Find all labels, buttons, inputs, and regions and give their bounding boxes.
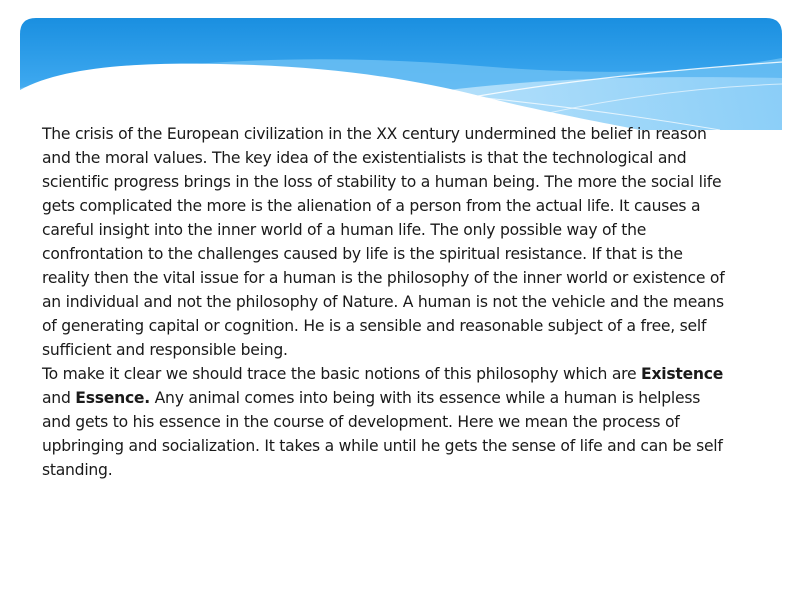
body-text — [42, 122, 732, 482]
term-essence: Essence. — [75, 389, 150, 407]
paragraph-notions-start: To make it clear we should trace the basic notions of this philosophy which are — [42, 365, 642, 383]
paragraph-notions — [42, 362, 732, 482]
conjunction-and: and — [42, 389, 76, 407]
wave-decoration — [20, 18, 782, 130]
paragraph-crisis: The crisis of the European civilization in the XX century undermined the belief in reason and the moral values. The key idea of the existentialists is that the technological and scientific progress brings in the loss of stability to a human being. The more the social life gets complicated the more is the alienation of a person from the actual life. It causes a careful insight into the inner world of a human life. The only possible way of the confrontation to the challenges caused by life is the spiritual resistance. If that is the reality then the vital issue for a human is the philosophy of the inner world or existence of an individual and not the philosophy of Nature. A human is not the vehicle and the means of generating capital or cognition. He is a sensible and reasonable subject of a free, self sufficient and responsible being. — [42, 125, 725, 359]
header-banner — [20, 18, 782, 130]
paragraph-notions-end: Any animal comes into being with its essence while a human is helpless and gets to his essence in the course of development. Here we mean the process of upbringing and socialization. It takes a while until he gets the sense of life and can be self standing. — [42, 389, 723, 479]
term-existence: Existence — [641, 365, 724, 383]
